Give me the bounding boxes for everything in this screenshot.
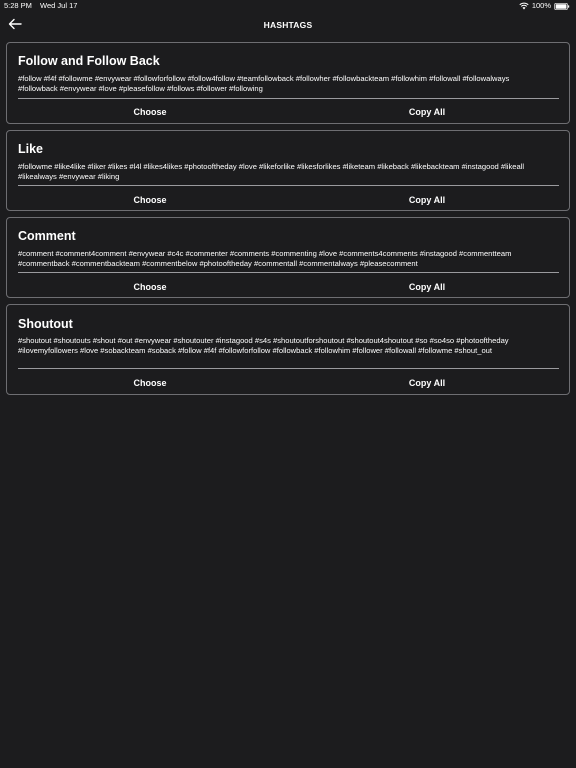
- hashtag-card-follow: [6, 42, 570, 124]
- card-hashtags: #comment #comment4comment #envywear #c4c #commenter #comments #commenting #love #comments4comments #instagood #commentteam #commentback #commentbackteam #commentbelow #photooftheday #commentall #commentalways #pleasecomment: [18, 249, 512, 268]
- status-date: Wed Jul 17: [40, 1, 78, 10]
- card-title: Shoutout: [18, 317, 73, 331]
- wifi-icon: [519, 2, 529, 10]
- card-hashtags: #shoutout #shoutouts #shout #out #envywear #shoutouter #instagood #s4s #shoutoutforshoutout #shoutout4shoutout #so #so4so #photooftheday #ilovemyfollowers #love #sobackteam #soback #follow #f4f #followforfollow #followback #followhim #follower #followall #followme #shout_out: [18, 336, 509, 355]
- page-title: HASHTAGS: [263, 20, 313, 30]
- hashtag-card-comment: [6, 217, 570, 298]
- card-hashtags: #follow #f4f #followme #envywear #followforfollow #follow4follow #teamfollowback #followher #followbackteam #followhim #followall #followalways #followback #envywear #love #pleasefollow #follows #follower #following: [18, 74, 510, 93]
- status-right: [519, 0, 570, 12]
- card-divider: [18, 368, 559, 369]
- card-divider: [18, 272, 559, 273]
- card-hashtags: #followme #like4like #liker #likes #l4l #likes4likes #photooftheday #love #likeforlike #likesforlikes #liketeam #likeback #likebackteam #instagood #likeall #likealways #envywear #liking: [18, 162, 525, 181]
- hashtag-card-shoutout: [6, 304, 570, 395]
- choose-button[interactable]: Choose: [133, 378, 167, 388]
- copy-all-button[interactable]: Copy All: [408, 107, 446, 117]
- status-bar: [0, 0, 576, 12]
- status-left: [4, 0, 83, 12]
- choose-button[interactable]: Choose: [133, 195, 167, 205]
- choose-button[interactable]: Choose: [133, 107, 167, 117]
- card-divider: [18, 98, 559, 99]
- hashtag-card-list: [6, 42, 570, 401]
- card-title: Like: [18, 142, 44, 156]
- card-title: Follow and Follow Back: [18, 54, 160, 68]
- copy-all-button[interactable]: Copy All: [408, 378, 446, 388]
- hashtag-card-like: [6, 130, 570, 211]
- battery-percent: 100%: [531, 1, 551, 10]
- status-time: 5:28 PM: [4, 1, 32, 10]
- copy-all-button[interactable]: Copy All: [408, 282, 446, 292]
- nav-bar: [0, 12, 576, 38]
- choose-button[interactable]: Choose: [133, 282, 167, 292]
- card-divider: [18, 185, 559, 186]
- card-title: Comment: [18, 229, 76, 243]
- battery-icon: [554, 3, 570, 10]
- copy-all-button[interactable]: Copy All: [408, 195, 446, 205]
